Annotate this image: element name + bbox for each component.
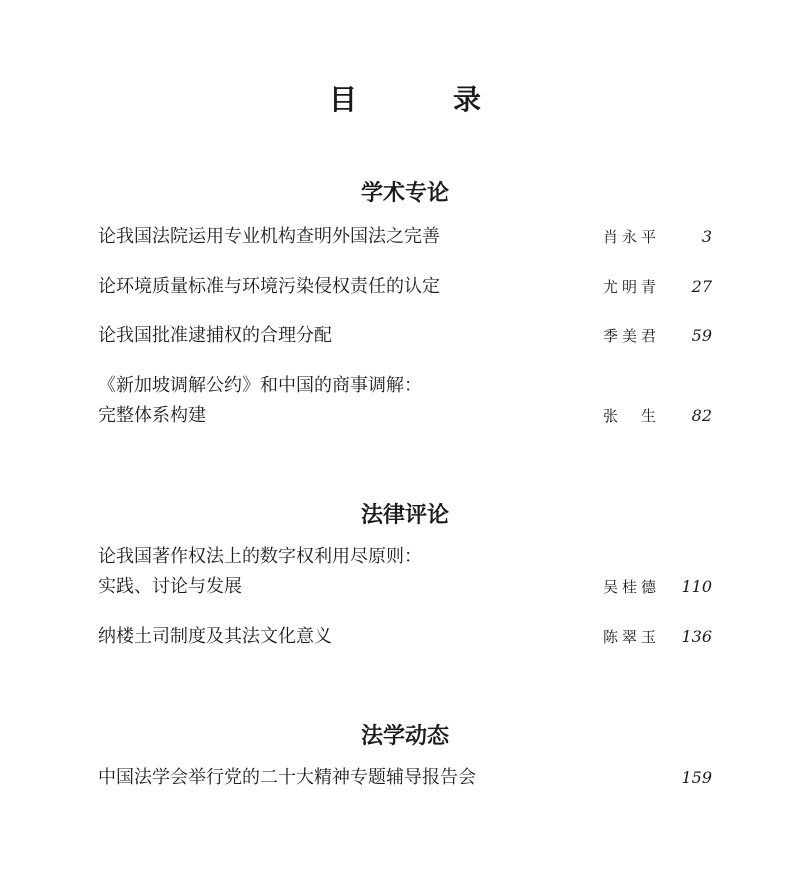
entry-page-number: 3 bbox=[701, 227, 712, 246]
entry-page-number: 136 bbox=[681, 627, 712, 646]
entry-page-number: 159 bbox=[681, 768, 712, 787]
entry-page-number: 59 bbox=[691, 326, 712, 345]
entry-title-line: 中国法学会举行党的二十大精神专题辅导报告会 bbox=[98, 767, 476, 788]
entry-title bbox=[98, 763, 538, 793]
toc-entry[interactable] bbox=[98, 622, 712, 652]
entry-title bbox=[98, 622, 538, 652]
toc-entry[interactable] bbox=[98, 371, 712, 431]
entry-author: 肖永平 bbox=[602, 228, 660, 246]
entry-title-line: 纳楼土司制度及其法文化意义 bbox=[98, 626, 332, 647]
entry-author: 吴桂德 bbox=[602, 578, 660, 596]
entry-title-line: 论我国法院运用专业机构查明外国法之完善 bbox=[98, 226, 440, 247]
entry-title-line: 《新加坡调解公约》和中国的商事调解： bbox=[98, 375, 422, 396]
entry-author: 季美君 bbox=[602, 327, 660, 345]
section-heading-academic: 学术专论 bbox=[360, 180, 449, 206]
entry-author: 陈翠玉 bbox=[602, 628, 660, 646]
entry-page-number: 27 bbox=[691, 277, 712, 296]
entry-title bbox=[98, 371, 538, 431]
entry-title-line: 论我国著作权法上的数字权利用尽原则： bbox=[98, 546, 422, 567]
toc-entry[interactable] bbox=[98, 272, 712, 302]
entry-title-line: 论我国批准逮捕权的合理分配 bbox=[98, 325, 332, 346]
section-heading-legal-review: 法律评论 bbox=[360, 502, 449, 528]
toc-entry[interactable] bbox=[98, 763, 712, 793]
toc-entry[interactable] bbox=[98, 321, 712, 351]
toc-entry[interactable] bbox=[98, 542, 712, 602]
entry-title bbox=[98, 542, 538, 602]
entry-title bbox=[98, 321, 538, 351]
entry-title-line: 实践、讨论与发展 bbox=[98, 576, 242, 597]
entry-author: 张 生 bbox=[602, 407, 660, 425]
toc-entry[interactable] bbox=[98, 222, 712, 252]
entry-title bbox=[98, 222, 538, 252]
entry-author: 尤明青 bbox=[602, 278, 660, 296]
entry-title-line: 论环境质量标准与环境污染侵权责任的认定 bbox=[98, 276, 440, 297]
page-title: 目 录 bbox=[328, 83, 515, 116]
section-heading-legal-news: 法学动态 bbox=[360, 723, 449, 749]
entry-page-number: 82 bbox=[691, 406, 712, 425]
entry-page-number: 110 bbox=[681, 577, 712, 596]
entry-title-line: 完整体系构建 bbox=[98, 405, 206, 426]
entry-title bbox=[98, 272, 538, 302]
